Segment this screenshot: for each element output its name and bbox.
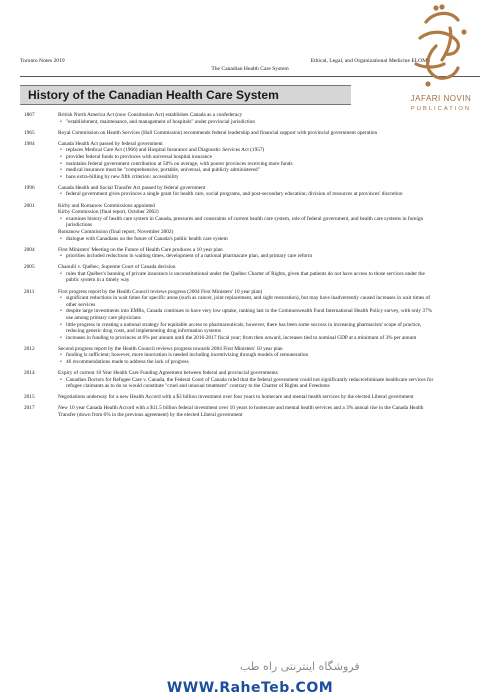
timeline-entry-2015 <box>24 394 434 401</box>
entry-year: 2001 <box>24 202 35 209</box>
timeline-entry-2017 <box>24 405 434 418</box>
entry-year: 2004 <box>24 246 35 253</box>
entry-text: First Ministers' Meeting on the Future of Health Care produces a 10 year plan <box>58 246 223 253</box>
bullet-item: • priorities included reductions in waiting times, development of a national pharmacare plan, and primary care reform <box>60 253 434 260</box>
entry-text: First progress report by the Health Council reviews progress (2004 First Ministers' 10 year plan) <box>58 288 263 295</box>
entry-text: Canada Health Act passed by federal government <box>58 140 163 147</box>
timeline-entry-2004 <box>24 247 434 260</box>
entry-text: British North America Act (now Constitution Act) establishes Canada as a confederacy <box>58 112 243 118</box>
bullet-item: • maintains federal government contribution at 50% on average, with poorer provinces receiving more funds <box>60 161 434 168</box>
watermark-text: فروشگاه اینترنتی راه طب <box>240 660 360 673</box>
bullet-item: • funding is sufficient; however, more innovation is needed including incentivizing through models of remuneration <box>60 352 434 359</box>
logo-subtitle: PUBLICATION <box>410 106 472 112</box>
publisher-logo <box>394 0 488 118</box>
bullet-item: • significant reductions in wait times for specific areas (such as cancer, joint replacement, and sight restoration), but may have inadvertently caused increases in wait times of other services <box>60 295 434 308</box>
header-right: Ethical, Legal, and Organizational Medicine ELOM5 <box>310 58 430 64</box>
timeline-entry-1867 <box>24 112 434 125</box>
logo-name: JAFARI NOVIN <box>410 94 472 103</box>
calligraphy-logo-icon <box>406 4 476 90</box>
bullet-item: • 46 recommendations made to address the lack of progress <box>60 359 434 366</box>
entry-text: New 10 year Canada Health Accord with a $11.5 billion federal investment over 10 years to homecare and mental health services and a 3% annual rise in the Canada Health Transfer (down from 6% in the previous agreement) by the elected Liberal government <box>58 405 424 419</box>
subentry-kirby: Kirby Commission (final report, October 2002) <box>58 209 159 216</box>
timeline-entry-1984 <box>24 141 434 181</box>
bullet-item: • rules that Québec's banning of private insurance is unconstitutional under the Québec Charter of Rights, given that patients do not have access to those services under the public system in a timely way <box>60 271 434 284</box>
entry-year: 2005 <box>24 264 35 271</box>
header-center: The Canadian Health Care System <box>211 66 289 72</box>
footer-url[interactable]: WWW.RaheTeb.COM <box>166 680 334 696</box>
entry-year: 1867 <box>24 112 35 118</box>
entry-text: Expiry of current 10 Year Health Care Funding Agreement between federal and provincial governments <box>58 370 278 377</box>
timeline-entry-2005 <box>24 264 434 284</box>
entry-text: Canada Health and Social Transfer Act passed by federal government <box>58 184 206 191</box>
entry-text: Negotiations underway for a new Health Accord with a $3 billion investment over four years to homecare and mental health services by the elected Liberal government <box>58 394 414 401</box>
bullet-item: • federal government gives provinces a single grant for health care, social programs, and post-secondary education; division of resources at provinces' discretion <box>60 191 434 198</box>
header-left: Toronto Notes 2019 <box>20 58 65 64</box>
bullet-item: • provides federal funds to provinces with universal hospital insurance <box>60 154 434 161</box>
footer <box>0 678 500 700</box>
bullet-item: • dialogue with Canadians on the future of Canada's public health care system <box>60 236 434 243</box>
entry-year: 2011 <box>24 288 35 295</box>
entry-year: 2015 <box>24 394 35 401</box>
timeline-entry-2012 <box>24 346 434 366</box>
bullet-item: • medical insurance must be "comprehensive, portable, universal, and publicly administered" <box>60 167 434 174</box>
bullet-item: • little progress in creating a national strategy for equitable access to pharmaceuticals; however, there has been some success in increasing pharmacists' scope of practice, reducing generic drug costs, and implementing drug information systems <box>60 322 434 335</box>
timeline-entry-2014 <box>24 370 434 390</box>
entry-text: Chaoulli v. Québec, Supreme Court of Canada decision <box>58 264 176 271</box>
entry-text: Kirby and Romanow Commissions appointed <box>58 202 155 209</box>
entry-year: 1965 <box>24 129 35 136</box>
history-timeline <box>24 112 434 423</box>
entry-year: 1996 <box>24 184 35 191</box>
bullet-item: • Canadian Doctors for Refugee Care v. Canada, the Federal Court of Canada ruled that the federal government could not significantly reduce/eliminate healthcare services for refugee claimants as to do so would constitute "cruel and unusual treatment" contrary to the Charter of Rights and Freedoms <box>60 377 434 390</box>
bullet-item: • bans extra-billing by new fifth criterion: accessibility <box>60 174 434 181</box>
timeline-entry-1965 <box>24 130 434 137</box>
bullet-item: • "establishment, maintenance, and management of hospitals" under provincial jurisdiction <box>60 119 434 126</box>
entry-year: 2017 <box>24 405 35 412</box>
bullet-item: • examines history of health care system in Canada, pressures and constraints of current health care system, role of federal government, and health care systems in foreign jurisdictions <box>60 216 434 229</box>
timeline-entry-2001 <box>24 203 434 243</box>
entry-text: Royal Commission on Health Services (Hall Commission) recommends federal leadership and financial support with provincial government operation <box>58 129 378 136</box>
section-title: History of the Canadian Health Care System <box>20 85 351 105</box>
timeline-entry-1996 <box>24 185 434 198</box>
timeline-entry-2011 <box>24 289 434 342</box>
subentry-romanow: Romanow Commission (final report, November 2002) <box>58 228 174 235</box>
bullet-item: • despite large investments into EMRs, Canada continues to have very low uptake, ranking last in the Commonwealth Fund International Health Policy survey, with only 37% use among primary care physicians <box>60 308 434 321</box>
bullet-item: • increases in funding to provinces at 6% per annum until the 2016-2017 fiscal year; from then onward, increases tied to nominal GDP at a minimum of 3% per annum <box>60 335 434 342</box>
entry-year: 2014 <box>24 370 35 377</box>
bullet-item: • replaces Medical Care Act (1966) and Hospital Insurance and Diagnostic Services Act (1957) <box>60 147 434 154</box>
entry-year: 1984 <box>24 140 35 147</box>
entry-text: Second progress report by the Health Council reviews progress towards 2004 First Ministers' 10 year plan <box>58 345 283 352</box>
entry-year: 2012 <box>24 345 35 352</box>
